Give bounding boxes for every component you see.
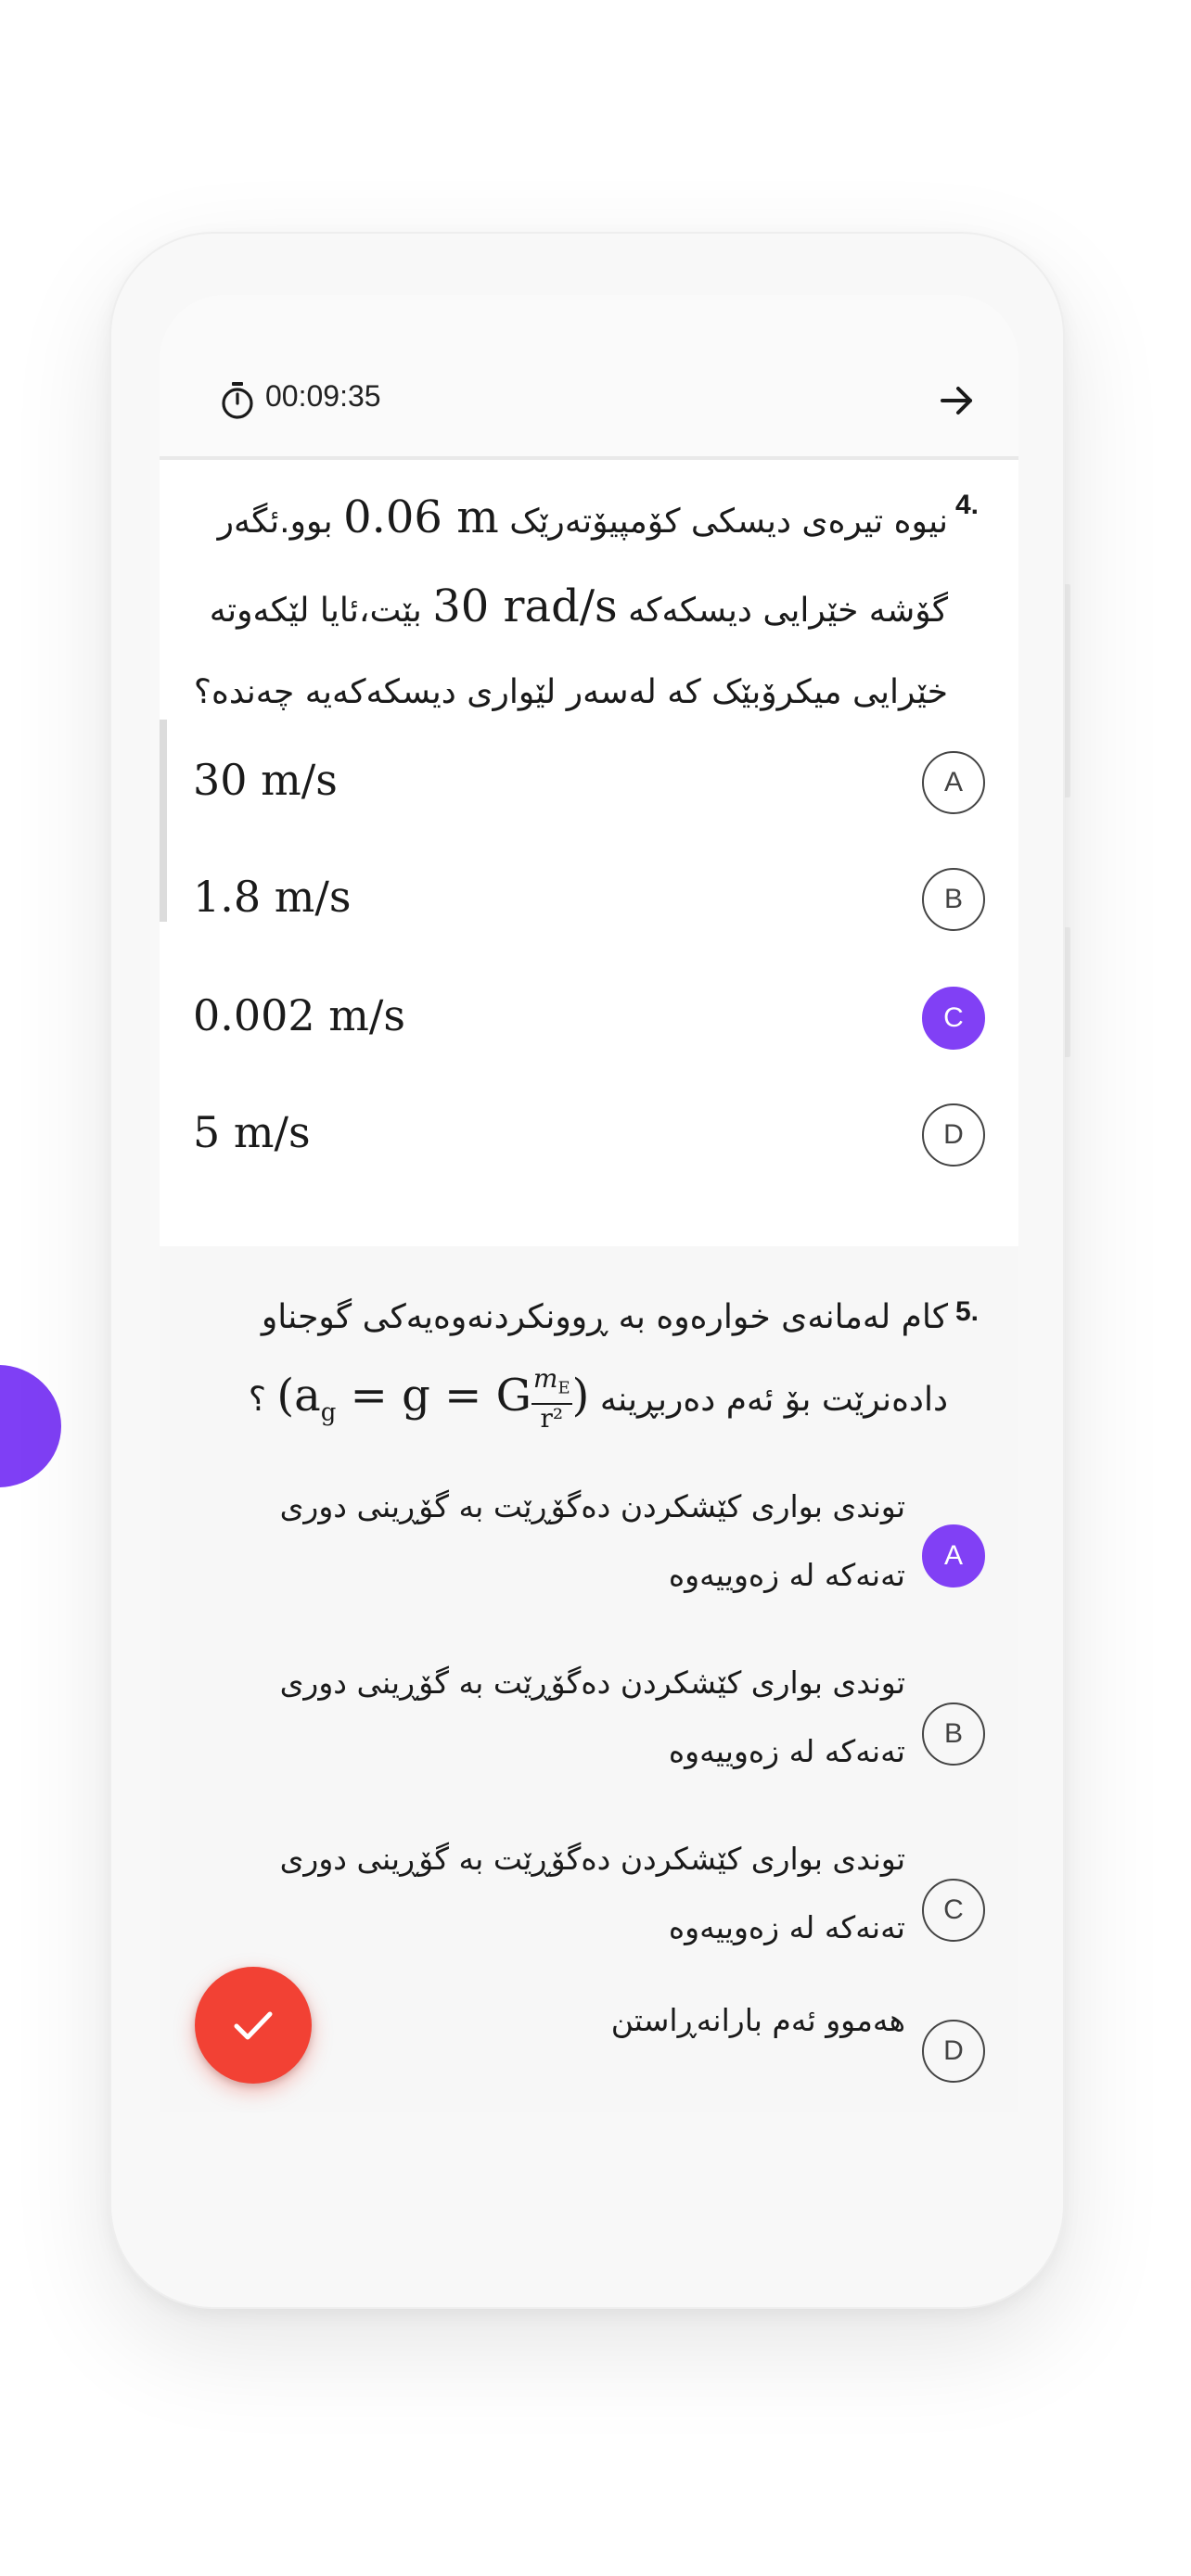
option-a-button[interactable]: A	[922, 751, 985, 814]
phone-frame	[109, 232, 1065, 2309]
option-hover-bar	[160, 720, 167, 922]
question-text-line: خێرایی میکرۆبێک کە لەسەر لێواری دیسکەکەیە چەندە؟	[193, 673, 948, 711]
option-a-text[interactable]: توندی بواری کێشکردن دەگۆڕێت بە گۆڕینی دوری تەنەکە لە زەوییەوە	[279, 1488, 905, 1593]
option-c-button-selected[interactable]: C	[922, 987, 985, 1050]
option-d-button[interactable]: D	[922, 1103, 985, 1167]
option-d-text[interactable]: هەموو ئەم بارانەڕاستن	[610, 2002, 905, 2038]
question-text-line: نیوە تیرەی دیسکی کۆمپیۆتەرێک 0.06 m بوو.ئگەر	[217, 491, 948, 543]
quiz-screen	[160, 295, 1018, 2112]
question-text-line: دادەنرێت بۆ ئەم دەربڕینە ($a_g = g = G$ $\frac{m_E}{\text{r²}}$ ) ؟	[248, 1363, 948, 1434]
question-number: 4.	[955, 490, 980, 520]
option-b-text[interactable]: توندی بواری کێشکردن دەگۆڕێت بە گۆڕینی دوری تەنەکە لە زەوییەوە	[279, 1664, 905, 1769]
question-text-line: کام لەمانەی خوارەوە بە ڕوونکردنەوەیەکی گوجناو	[261, 1298, 948, 1336]
option-c-text[interactable]: توندی بواری کێشکردن دەگۆڕێت بە گۆڕینی دوری تەنەکە لە زەوییەوە	[279, 1841, 905, 1945]
option-a-button-selected[interactable]: A	[922, 1524, 985, 1588]
arrow-right-icon[interactable]	[935, 378, 980, 423]
option-a-value[interactable]: 30 m/s	[193, 755, 338, 805]
top-bar	[160, 295, 1018, 460]
timer-elapsed: 00:09:35	[265, 379, 381, 413]
option-c-value[interactable]: 0.002 m/s	[193, 990, 406, 1040]
submit-button[interactable]	[195, 1967, 312, 2084]
option-c-button[interactable]: C	[922, 1879, 985, 1942]
question-text-line: گۆشە خێرایی دیسکەکە 30 rad/s بێت،ئایا لێکەوتە	[209, 580, 948, 632]
gravity-formula: ($a_g = g = G$ $\frac{m_E}{\text{r²}}$ )	[276, 1363, 590, 1434]
option-b-button[interactable]: B	[922, 868, 985, 931]
question-number: 5.	[955, 1296, 980, 1327]
question-card	[160, 460, 1018, 1246]
side-decor-blob	[0, 1365, 61, 1487]
option-d-button[interactable]: D	[922, 2020, 985, 2083]
stopwatch-icon	[219, 380, 256, 421]
checkmark-icon	[231, 2007, 275, 2044]
option-b-value[interactable]: 1.8 m/s	[193, 872, 352, 922]
option-d-value[interactable]: 5 m/s	[193, 1107, 311, 1157]
option-b-button[interactable]: B	[922, 1702, 985, 1766]
